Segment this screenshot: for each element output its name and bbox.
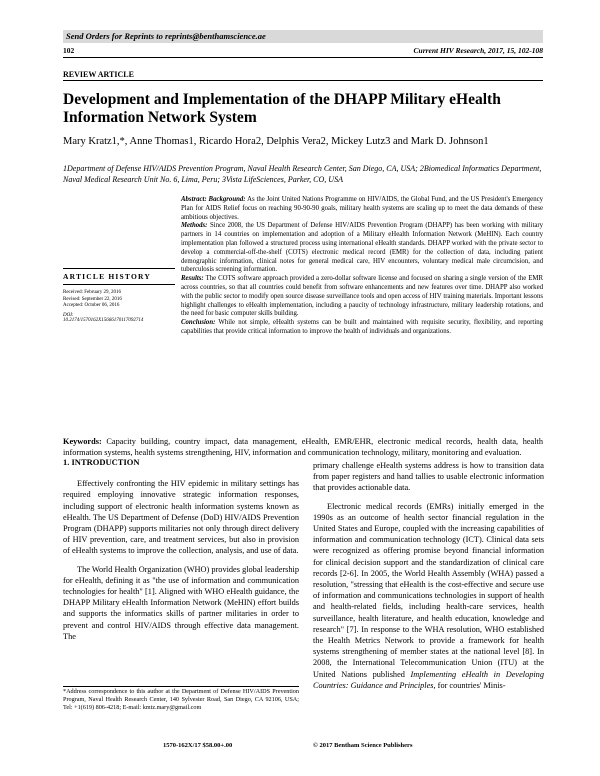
paragraph xyxy=(313,501,544,691)
correspondence-footnote: *Address correspondence to this author at the Department of Defense HIV/AIDS Prevention Program, Naval Health Research Center, 140 Sylvester Road, San Diego, CA 92106, USA; Tel: +1(619) 806-4218; E-mail: kmtz.mary@gmail.com xyxy=(63,688,299,711)
body-column-right xyxy=(313,460,544,698)
abstract-methods: Since 2008, the US Department of Defense HIV/AIDS Prevention Program (DHAPP) has been working with military partners in 14 countries on implementation and adoption of a Military eHealth Information Network (MeHIN). Each country implementation plan followed a structured process using international eHealth standards. DHAPP worked with the private sector to develop a commercial-off-the-shelf (COTS) electronic medical record (EMR) for the collection of data, including patient demographic information, clinical notes for general medical care, HIV encounters, voluntary medical male circumcision, and tuberculosis screening information. xyxy=(181,222,544,274)
revised-date: Revised: September 22, 2016 xyxy=(63,296,122,302)
paragraph: primary challenge eHealth systems address is how to transition data from paper registers and hand tallies to usable electronic information that provides actionable data. xyxy=(313,461,544,493)
paragraph-text: Electronic medical records (EMRs) initially emerged in the 1990s as an outcome of health sector financial regulation in the United States and Europe, coupled with the increasing capabilities of information and communication technology (ICT). Clinical data sets were recognized as offering promise beyond financial information for clinical decision support and the standardization of clinical care records [2-6]. In 2005, the World Health Assembly (WHA) passed a resolution, "stressing that eHealth is the cost-effective and secure use of information and communications technologies in support of health and health-related fields, including health-care services, health surveillance, health literature, and health education, knowledge and research" [7]. In response to the WHA resolution, WHO established the Health Metrics Network to provide a framework for health systems strengthening of member states at the national level [8]. In 2008, the International Telecommunication Union (ITU) at the United Nations published xyxy=(313,501,544,679)
footnote-rule xyxy=(63,686,299,687)
section-tag: REVIEW ARTICLE xyxy=(63,70,134,79)
abstract xyxy=(181,196,543,337)
journal-citation: Current HIV Research, 2017, 15, 102-108 xyxy=(413,46,543,55)
paragraph: The World Health Organization (WHO) provides global leadership for eHealth, defining it as "the use of information and communication technologies for health" [1]. Aligned with WHO eHealth guidance, the DHAPP Military eHealth Information Network (MeHIN) effort builds and supports the informatics skills of partner militaries in order to prevent and control HIV/AIDS through effective data management. The xyxy=(63,564,299,641)
reprint-banner: Send Orders for Reprints to reprints@benthamscience.ae xyxy=(63,30,543,43)
author-list: Mary Kratz1,*, Anne Thomas1, Ricardo Hora2, Delphis Vera2, Mickey Lutz3 and Mark D. Johnson1 xyxy=(63,136,489,147)
abstract-methods-label: Methods: xyxy=(181,222,208,230)
affiliations: 1Department of Defense HIV/AIDS Prevention Program, Naval Health Research Center, San Diego, CA, USA; 2Biomedical Informatics Department, Naval Medical Research Unit No. 6, Lima, Peru; 3Vista LifeSciences, Parker, CO, USA xyxy=(63,164,542,184)
abstract-conclusion-label: Conclusion: xyxy=(181,319,216,327)
report-title: Implementing eHealth in Developing Countries: Guidance and Principles xyxy=(313,669,544,690)
title-line-1: Development and Implementation of the DHAPP Military eHealth xyxy=(63,91,501,108)
copyright: © 2017 Bentham Science Publishers xyxy=(313,742,413,749)
keywords-label: Keywords: xyxy=(63,437,102,446)
received-date: Received: February 29, 2016 xyxy=(63,290,122,295)
doi-label: DOI: xyxy=(63,312,74,318)
section-rule xyxy=(63,80,543,81)
abstract-conclusion: While not simple, eHealth systems can be built and maintained with requisite security, flexibility, and reporting capabilities that provide critical information to improve the health of individuals and organizations. xyxy=(181,319,544,335)
body-column-left xyxy=(63,457,299,649)
doi-link[interactable]: 10.2174/1570162X15666170117092714 xyxy=(63,317,144,323)
article-title xyxy=(63,91,548,127)
abstract-background: As the Joint United Nations Programme on HIV/AIDS, the Global Fund, and the US President's Emergency Plan for AIDS Relief focus on reaching 90-90-90 goals, military health systems are scaling up to meet the data demands of these ambitious objectives. xyxy=(181,196,544,221)
abstract-results-label: Results: xyxy=(181,275,204,283)
paragraph: Effectively confronting the HIV epidemic in military settings has required employing innovative strategic information responses, including support of electronic health information systems known as eHealth. The US Department of Defense (DoD) HIV/AIDS Prevention Program (DHAPP) supports militaries not only through direct delivery of HIV prevention, care, and treatment services, but also in provision of eHealth systems to improve the collection, analysis, and use of data. xyxy=(63,479,299,556)
title-line-2: Information Network System xyxy=(63,109,257,126)
header-rule xyxy=(63,57,543,58)
accepted-date: Accepted: October 06, 2016 xyxy=(63,303,120,308)
abstract-background-label: Abstract: Background: xyxy=(181,196,246,203)
keywords-text: Capacity building, country impact, data management, eHealth, EMR/EHR, electronic medical records, health data, health information systems, health systems strengthening, HIV, information and communication technology, military, monitoring and evaluation. xyxy=(63,437,543,457)
article-history-title: ARTICLE HISTORY xyxy=(63,268,175,285)
page-number: 102 xyxy=(63,46,75,55)
keywords xyxy=(63,436,543,458)
article-history xyxy=(63,268,175,323)
section-heading-introduction: 1. INTRODUCTION xyxy=(63,457,140,467)
issn: 1570-162X/17 $58.00+.00 xyxy=(163,742,233,749)
paragraph-text-tail: , for countries' Minis- xyxy=(433,680,506,690)
abstract-results: The COTS software approach provided a zero-dollar software license and focused on sharing a single version of the EMR across countries, so that all countries could benefit from software enhancements and new features over time. DHAPP also worked with the public sector to modify open source disease surveillance tools and open access of HIV training materials. Important lessons highlight challenges to eHealth implementation, including a paucity of technology infrastructure, military leadership rotations, and the need for basic computer skills building. xyxy=(181,275,543,318)
